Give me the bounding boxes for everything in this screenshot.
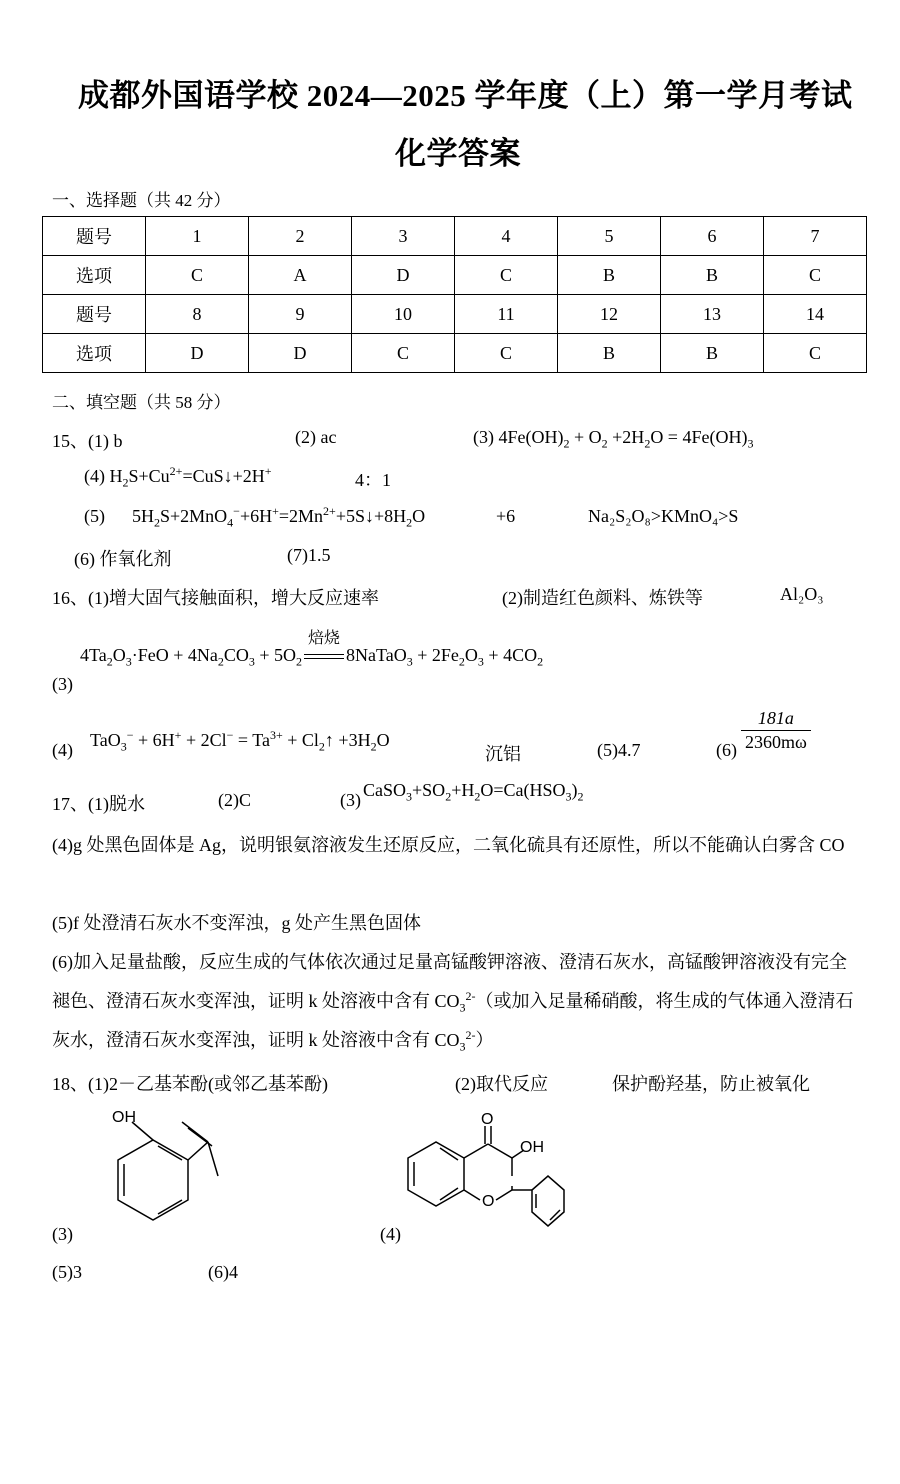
q15-part4-label: (4) bbox=[84, 466, 105, 486]
q17-part6: (6)加入足量盐酸，反应生成的气体依次通过足量高锰酸钾溶液、澄清石灰水，高锰酸钾溶液没有完全褪色、澄清石灰水变浑浊，证明 k 处溶液中含有 $CO_3^{2-}$（或加入足量稀硝酸，将生成的气体通入澄清石灰水，澄清石灰水变浑浊，证明 k 处溶液中含有 $CO_3^{2-}$） bbox=[52, 952, 854, 1054]
table-cell: B bbox=[558, 334, 661, 373]
q18-part4-label: (4) bbox=[380, 1224, 401, 1244]
table-cell: C bbox=[455, 334, 558, 373]
q16-part1: 16、(1)增大固气接触面积，增大反应速率 bbox=[52, 588, 379, 608]
table-cell: C bbox=[352, 334, 455, 373]
table-cell: 8 bbox=[146, 295, 249, 334]
table-cell: 5 bbox=[558, 217, 661, 256]
q18-part2-b: 保护酚羟基，防止被氧化 bbox=[612, 1074, 810, 1094]
table-cell: C bbox=[146, 256, 249, 295]
struct3-oh-label: OH bbox=[112, 1109, 136, 1126]
fraction-numerator: 181a bbox=[741, 708, 811, 731]
table-cell: 10 bbox=[352, 295, 455, 334]
q16-part4-b: 沉铝 bbox=[485, 744, 521, 764]
table-cell: B bbox=[661, 334, 764, 373]
q17-part4: (4)g 处黑色固体是 Ag，说明银氨溶液发生还原反应，二氧化硫具有还原性，所以不能确认白雾含 CO bbox=[52, 835, 845, 855]
table-cell: C bbox=[455, 256, 558, 295]
q18-part5: (5)3 bbox=[52, 1262, 82, 1282]
q17-part2: (2)C bbox=[218, 790, 251, 810]
q16-part4-label: (4) bbox=[52, 740, 73, 760]
table-cell: A bbox=[249, 256, 352, 295]
q15-part5-order: Na₂S₂O₈>KMnO₄>S bbox=[588, 506, 739, 526]
table-cell: C bbox=[764, 334, 867, 373]
q18-part6: (6)4 bbox=[208, 1262, 238, 1282]
q17-part3-label: (3) bbox=[340, 790, 361, 810]
row-label: 题号 bbox=[43, 295, 146, 334]
q17-part6-c: ） bbox=[475, 1030, 494, 1050]
table-cell: 3 bbox=[352, 217, 455, 256]
table-row bbox=[43, 295, 867, 334]
row-label: 选项 bbox=[43, 256, 146, 295]
q16-part3-equation: $4Ta_2O_3\cdot FeO + 4Na_2CO_3 + 5O_2$ 焙烧 8NaTaO$_3$ + $2Fe_2O_3 + 4CO_2$ bbox=[80, 645, 543, 666]
table-row bbox=[43, 256, 867, 295]
struct4-ring-o-label: O bbox=[482, 1193, 495, 1210]
table-cell: 13 bbox=[661, 295, 764, 334]
table-cell: 2 bbox=[249, 217, 352, 256]
table-cell: 12 bbox=[558, 295, 661, 334]
q15-part4-ratio: 4：1 bbox=[355, 470, 391, 490]
table-cell: D bbox=[146, 334, 249, 373]
fraction-denominator: 2360mω bbox=[745, 732, 807, 752]
q16-part3-label: (3) bbox=[52, 674, 73, 694]
structure-2-hydroxyflavanone bbox=[400, 1108, 580, 1238]
q15-part6: (6) 作氧化剂 bbox=[74, 549, 172, 569]
section-heading-fill: 二、填空题（共 58 分） bbox=[52, 393, 231, 412]
q16-part6-label: (6) bbox=[716, 740, 737, 760]
q17-part6-b: （或加入足量稀硝酸，将生成的气体通入澄清石灰水，澄清石灰水变浑浊，证明 k 处溶液中含有 CO bbox=[52, 991, 854, 1050]
q15-part7: (7)1.5 bbox=[287, 545, 331, 565]
table-row bbox=[43, 334, 867, 373]
table-cell: 7 bbox=[764, 217, 867, 256]
table-cell: 6 bbox=[661, 217, 764, 256]
struct4-oh-label: OH bbox=[520, 1139, 544, 1156]
q16-part5: (5)4.7 bbox=[597, 740, 641, 760]
table-cell: D bbox=[249, 334, 352, 373]
page-title: 成都外国语学校 2024—2025 学年度（上）第一学月考试 bbox=[78, 78, 853, 113]
q18-part2: (2)取代反应 bbox=[455, 1074, 548, 1094]
table-cell: C bbox=[764, 256, 867, 295]
q15-part3-label: (3) bbox=[473, 427, 494, 447]
q15-part4: (4) $H_2S+Cu^{2+}=CuS↓+2H^+$ bbox=[84, 464, 272, 490]
q15-part2: (2) ac bbox=[295, 427, 337, 447]
q16-part2-b: Al₂O₃ bbox=[780, 584, 824, 604]
q17-part5: (5)f 处澄清石灰水不变浑浊，g 处产生黑色固体 bbox=[52, 913, 421, 933]
structure-2-hydroxyacetophenone bbox=[70, 1100, 240, 1235]
q17-part3-equation: $CaSO_3+SO_2+H_2O=Ca(HSO_3)_2$ bbox=[363, 780, 584, 804]
table-row bbox=[43, 217, 867, 256]
q17-part1: 17、(1)脱水 bbox=[52, 794, 145, 814]
page-subtitle: 化学答案 bbox=[395, 136, 521, 171]
q16-part2: (2)制造红色颜料、炼铁等 bbox=[502, 588, 703, 608]
q15-part5-equation: $5H_2S+2MnO_4^-+6H^+=2Mn^{2+}+5S↓+8H_2O$ bbox=[132, 504, 426, 530]
table-cell: 11 bbox=[455, 295, 558, 334]
table-cell: 4 bbox=[455, 217, 558, 256]
table-cell: B bbox=[558, 256, 661, 295]
row-label: 题号 bbox=[43, 217, 146, 256]
table-cell: B bbox=[661, 256, 764, 295]
table-cell: 1 bbox=[146, 217, 249, 256]
table-cell: 14 bbox=[764, 295, 867, 334]
table-cell: D bbox=[352, 256, 455, 295]
table-cell: 9 bbox=[249, 295, 352, 334]
q18-part1: 18、(1)2－乙基苯酚(或邻乙基苯酚) bbox=[52, 1074, 328, 1094]
q15-part5-valence: +6 bbox=[496, 506, 516, 526]
section-heading-choice: 一、选择题（共 42 分） bbox=[52, 191, 231, 210]
q17-part6-a: (6)加入足量盐酸，反应生成的气体依次通过足量高锰酸钾溶液、澄清石灰水，高锰酸钾溶液没有完全褪色、澄清石灰水变浑浊，证明 k 处溶液中含有 CO bbox=[52, 952, 847, 1011]
answer-table bbox=[42, 216, 867, 373]
q16-part4-equation: $TaO_3^- + 6H^+ + 2Cl^- = Ta^{3+}$ + $Cl_2↑ +3H_2O$ bbox=[90, 728, 390, 754]
q15-part5-label: (5) bbox=[84, 506, 105, 526]
struct4-carbonyl-o-label: O bbox=[481, 1111, 494, 1128]
q15-part1: 15、(1) b bbox=[52, 431, 123, 451]
q15-part3: (3) $4Fe(OH)_2 + O_2 +2H_2O = 4Fe(OH)_3$ bbox=[473, 427, 754, 451]
q16-part3-condition: 焙烧 bbox=[308, 630, 341, 647]
row-label: 选项 bbox=[43, 334, 146, 373]
q18-part3-label: (3) bbox=[52, 1224, 73, 1244]
q16-part6-fraction bbox=[741, 708, 811, 753]
